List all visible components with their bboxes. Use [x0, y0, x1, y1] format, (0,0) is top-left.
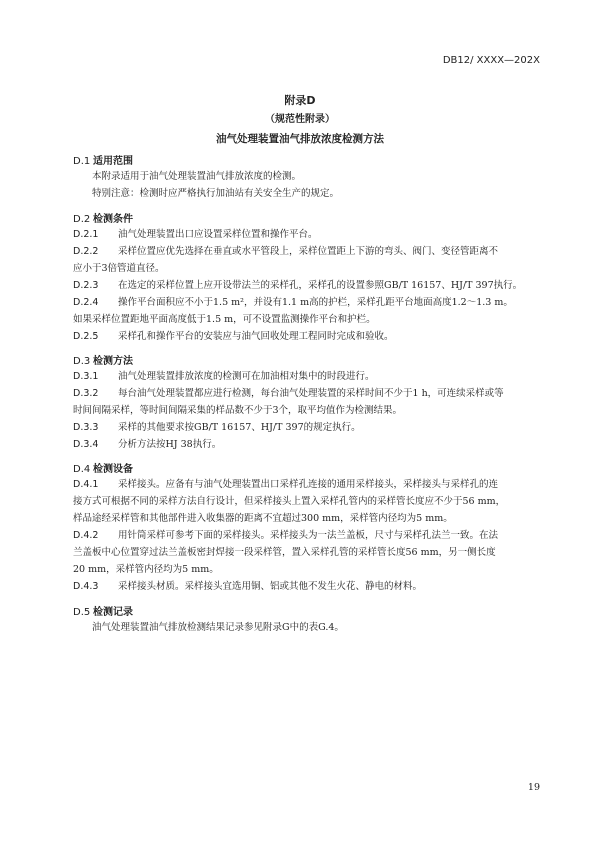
section-heading: [73, 210, 133, 225]
section-heading: [73, 352, 133, 367]
section-number: D.5: [73, 607, 91, 618]
clause-number: D.3.3: [73, 422, 99, 433]
clause-number: D.3.2: [73, 388, 99, 399]
page-number: 19: [527, 782, 540, 793]
document-code: DB12/ XXXX—202X: [442, 55, 540, 66]
section-number: D.3: [73, 356, 91, 367]
section-heading: [73, 460, 133, 475]
clause-number: D.4.2: [73, 530, 99, 541]
section-number: D.2: [73, 214, 91, 225]
clause-line: 油气处理装置出口应设置采样位置和操作平台。: [118, 229, 318, 240]
clause-line: 采样接头。应备有与油气处理装置出口采样孔连接的通用采样接头，采样接头与采样孔的连: [118, 479, 499, 490]
clause-line: 采样位置应优先选择在垂直或水平管段上，采样位置距上下游的弯头、阀门、变径管距离不: [118, 246, 499, 257]
clause-line: 样品途经采样管和其他部件进入收集器的距离不宜超过300 mm，采样管内径均为5 mm。: [73, 513, 453, 524]
paragraph-line: 特别注意：检测时应严格执行加油站有关安全生产的规定。: [92, 188, 340, 199]
clause-line: 20 mm，采样管内径均为5 mm。: [73, 564, 219, 575]
section-title: 适用范围: [93, 156, 133, 167]
section-heading: [73, 603, 133, 618]
section-title: 检测设备: [93, 464, 133, 475]
clause-number: D.3.1: [73, 371, 99, 382]
clause-number: D.2.2: [73, 246, 99, 257]
section-title: 检测条件: [93, 214, 133, 225]
clause-line: 分析方法按HJ 38执行。: [118, 439, 222, 450]
clause-line: 兰盖板中心位置穿过法兰盖板密封焊接一段采样管，置入采样孔管的采样管长度56 mm，另一侧长度: [73, 547, 496, 558]
clause-line: 油气处理装置排放浓度的检测可在加油相对集中的时段进行。: [118, 371, 375, 382]
clause-line: 时间间隔采样，等时间间隔采集的样品数不少于3个，取平均值作为检测结果。: [73, 405, 403, 416]
clause-line: 如果采样位置距地平面高度低于1.5 m，可不设置监测操作平台和护栏。: [73, 314, 376, 325]
clause-line: 采样孔和操作平台的安装应与油气回收处理工程同时完成和验收。: [118, 331, 394, 342]
paragraph-line: 油气处理装置油气排放检测结果记录参见附录G中的表G.4。: [92, 622, 344, 633]
section-number: D.1: [73, 156, 91, 167]
appendix-title: 油气处理装置油气排放浓度检测方法: [216, 133, 384, 145]
appendix-nature: （规范性附录）: [265, 114, 335, 125]
clause-line: 接方式可根据不同的采样方法自行设计，但采样接头上置入采样孔管内的采样管长度应不少于56 mm，: [73, 496, 506, 507]
clause-line: 用针筒采样可参考下面的采样接头。采样接头为一法兰盖板，尺寸与采样孔法兰一致。在法: [118, 530, 499, 541]
clause-number: D.2.3: [73, 280, 99, 291]
clause-line: 采样的其他要求按GB/T 16157、HJ/T 397的规定执行。: [118, 422, 361, 433]
clause-number: D.2.5: [73, 331, 99, 342]
paragraph-line: 本附录适用于油气处理装置油气排放浓度的检测。: [92, 171, 302, 182]
section-title: 检测方法: [93, 356, 133, 367]
clause-line: 应小于3倍管道直径。: [73, 263, 165, 274]
clause-line: 每台油气处理装置都应进行检测，每台油气处理装置的采样时间不少于1 h，可连续采样或等: [118, 388, 504, 399]
clause-number: D.2.4: [73, 297, 99, 308]
clause-number: D.4.1: [73, 479, 99, 490]
clause-number: D.4.3: [73, 581, 99, 592]
section-heading: [73, 152, 133, 167]
section-number: D.4: [73, 464, 91, 475]
clause-number: D.2.1: [73, 229, 99, 240]
clause-line: 在选定的采样位置上应开设带法兰的采样孔，采样孔的设置参照GB/T 16157、HJ/T 397执行。: [118, 280, 523, 291]
clause-line: 操作平台面积应不小于1.5 m²，并设有1.1 m高的护栏，采样孔距平台地面高度1.2～1.3 m。: [118, 297, 513, 308]
section-title: 检测记录: [93, 607, 133, 618]
clause-number: D.3.4: [73, 439, 99, 450]
appendix-label: 附录D: [284, 94, 316, 107]
clause-line: 采样接头材质。采样接头宜选用铜、铝或其他不发生火花、静电的材料。: [118, 581, 423, 592]
